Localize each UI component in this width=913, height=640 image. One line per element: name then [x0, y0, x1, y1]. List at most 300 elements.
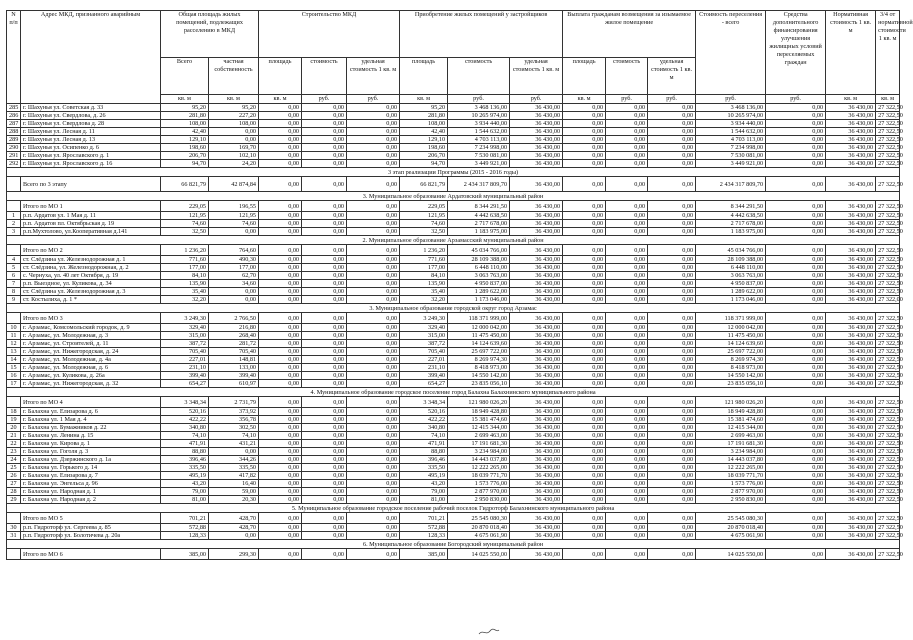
table-cell: 14 — [7, 356, 21, 364]
table-cell: 0,00 — [606, 372, 648, 380]
table-cell: г. Шахунья ул. Осипенко д. 6 — [21, 144, 161, 152]
table-cell: 0,00 — [563, 424, 606, 432]
table-cell: 27 322,50 — [876, 144, 900, 152]
unit-rub: руб. — [302, 95, 347, 104]
table-cell: 0,00 — [347, 364, 400, 372]
table-cell: 701,21 — [161, 513, 209, 524]
table-cell: г. Шахунья ул. Свердлова д. 28 — [21, 120, 161, 128]
table-cell: 27 322,50 — [876, 245, 900, 256]
table-cell: 227,01 — [161, 356, 209, 364]
table-cell: 36 430,00 — [826, 177, 876, 192]
table-cell: 0,00 — [606, 532, 648, 540]
table-cell: 121,95 — [400, 212, 448, 220]
table-cell: 0,00 — [302, 356, 347, 364]
table-cell: 0,00 — [563, 120, 606, 128]
table-cell: 1 289 622,00 — [448, 288, 510, 296]
table-cell: 0,00 — [302, 472, 347, 480]
table-cell: 216,80 — [209, 324, 259, 332]
table-cell: 36 430,00 — [826, 144, 876, 152]
table-cell: 118 371 999,00 — [696, 313, 766, 324]
table-cell: 572,88 — [161, 524, 209, 532]
table-cell: 329,40 — [400, 324, 448, 332]
table-cell: 490,30 — [209, 256, 259, 264]
table-cell: 0,00 — [259, 440, 302, 448]
table-cell: 0,00 — [259, 496, 302, 504]
table-cell: 4 950 837,00 — [696, 280, 766, 288]
table-cell: г. Арзамас, ул. Молодежная, д. 6 — [21, 364, 161, 372]
table-cell: 428,70 — [209, 513, 259, 524]
table-cell: 0,00 — [259, 144, 302, 152]
table-cell: 27 322,50 — [876, 488, 900, 496]
header-comp-cost: стоимость — [606, 58, 648, 95]
table-cell: г. Арзамас, ул. Нижегородская, д. 32 — [21, 380, 161, 388]
table-cell: г. Шахунья ул. Лесная д. 11 — [21, 128, 161, 136]
table-cell: 287 — [7, 120, 21, 128]
table-cell: 36 430,00 — [510, 532, 563, 540]
table-row — [7, 372, 900, 380]
table-cell: 32,20 — [400, 296, 448, 304]
table-cell: 27 322,50 — [876, 324, 900, 332]
table-cell: 0,00 — [766, 448, 826, 456]
table-cell: 36 430,00 — [510, 397, 563, 408]
table-cell: 231,10 — [400, 364, 448, 372]
table-cell: 0,00 — [648, 296, 696, 304]
resettlement-table — [6, 10, 913, 560]
table-cell: 148,81 — [209, 356, 259, 364]
table-cell: 27 322,50 — [876, 212, 900, 220]
table-cell: 0,00 — [606, 549, 648, 560]
table-cell: 36 430,00 — [510, 296, 563, 304]
table-cell: 0,00 — [259, 324, 302, 332]
table-cell: г. Балахна ул. Бумажников д. 22 — [21, 424, 161, 432]
table-cell: 771,60 — [161, 256, 209, 264]
section-title: 5. Муниципальное образование городское поселение рабочий поселок Гидроторф Балахнинского муниципального района — [7, 504, 900, 513]
table-cell: 36 430,00 — [826, 348, 876, 356]
table-cell: 4 442 638,50 — [448, 212, 510, 220]
table-cell: 0,00 — [259, 380, 302, 388]
table-cell: 0,00 — [347, 348, 400, 356]
subtotal-row — [7, 245, 900, 256]
table-cell: 705,40 — [161, 348, 209, 356]
table-cell: 27 322,50 — [876, 348, 900, 356]
table-cell: 0,00 — [648, 120, 696, 128]
table-cell: 0,00 — [302, 177, 347, 192]
table-cell: 335,50 — [400, 464, 448, 472]
table-cell: 286 — [7, 112, 21, 120]
table-cell: 0,00 — [563, 272, 606, 280]
table-cell: 36 430,00 — [510, 464, 563, 472]
table-cell: 288 — [7, 128, 21, 136]
table-cell: 3 934 440,00 — [448, 120, 510, 128]
table-cell: 45 034 766,00 — [696, 245, 766, 256]
table-cell: 0,00 — [347, 448, 400, 456]
table-cell: 0,00 — [648, 313, 696, 324]
table-cell: 12 415 344,00 — [696, 424, 766, 432]
table-cell: 27 322,50 — [876, 524, 900, 532]
table-cell: 2 950 830,00 — [696, 496, 766, 504]
table-cell: 0,00 — [302, 313, 347, 324]
table-cell: 0,00 — [766, 464, 826, 472]
table-cell: 2 766,50 — [209, 313, 259, 324]
table-cell: 0,00 — [606, 356, 648, 364]
table-cell: 27 322,50 — [876, 256, 900, 264]
table-cell: 36 430,00 — [826, 488, 876, 496]
table-cell: 3 063 763,00 — [448, 272, 510, 280]
table-cell: 0,00 — [259, 296, 302, 304]
table-cell: 0,00 — [563, 432, 606, 440]
table-cell: 14 550 142,00 — [696, 372, 766, 380]
table-row — [7, 272, 900, 280]
table-cell: Итого по МО 2 — [21, 245, 161, 256]
table-cell — [7, 513, 21, 524]
table-cell: 0,00 — [347, 356, 400, 364]
table-cell: 18 039 771,70 — [448, 472, 510, 480]
table-row — [7, 480, 900, 488]
table-cell: 10 — [7, 324, 21, 332]
table-cell: 399,40 — [400, 372, 448, 380]
table-cell: 0,00 — [766, 488, 826, 496]
table-cell: 0,00 — [302, 513, 347, 524]
table-cell: 35,40 — [161, 288, 209, 296]
header-constr-unit: удельная стоимость 1 кв. м — [347, 58, 400, 95]
table-cell: г. Арзамас, ул. Строителей, д. 11 — [21, 340, 161, 348]
table-cell: 20,30 — [209, 496, 259, 504]
table-cell: 36 430,00 — [510, 272, 563, 280]
section-header-row — [7, 168, 900, 177]
table-cell: г. Арзамас, ул. Молодежная, д. 4а — [21, 356, 161, 364]
table-cell: 0,00 — [259, 112, 302, 120]
table-cell: ст. Слёдзина, ул. Железнодорожная, д. 2 — [21, 264, 161, 272]
table-cell: 0,00 — [259, 372, 302, 380]
table-cell: 385,00 — [400, 549, 448, 560]
table-cell: 45 034 766,00 — [448, 245, 510, 256]
table-cell: 27 322,50 — [876, 440, 900, 448]
table-cell: 0,00 — [347, 524, 400, 532]
table-cell: 0,00 — [606, 272, 648, 280]
table-cell: г. Балахна ул. Ленина д. 15 — [21, 432, 161, 440]
table-cell: 0,00 — [766, 228, 826, 236]
table-cell: 27 322,00 — [876, 296, 900, 304]
table-cell: 0,00 — [302, 532, 347, 540]
table-cell: 0,00 — [563, 228, 606, 236]
header-private: частная собственность — [209, 58, 259, 95]
table-cell: г. Балахна ул. 1 Мая д. 4 — [21, 416, 161, 424]
table-row — [7, 120, 900, 128]
table-row — [7, 456, 900, 464]
table-cell: ст. Слёдзина ул. Железнодорожная д. 3 — [21, 288, 161, 296]
table-cell: 0,00 — [648, 432, 696, 440]
table-cell: 74,60 — [209, 220, 259, 228]
header-constr-area: площадь — [259, 58, 302, 95]
table-cell: 94,70 — [400, 160, 448, 168]
table-cell: 0,00 — [259, 549, 302, 560]
table-cell: 281,72 — [209, 340, 259, 348]
table-cell: 4 950 837,00 — [448, 280, 510, 288]
table-cell: 36 430,00 — [826, 532, 876, 540]
section-header-row — [7, 192, 900, 201]
table-cell: 36 430,00 — [510, 448, 563, 456]
table-cell: 0,00 — [563, 397, 606, 408]
table-cell: 36 430,00 — [510, 288, 563, 296]
table-cell: 4 675 061,90 — [448, 532, 510, 540]
table-cell: 0,00 — [302, 212, 347, 220]
table-cell: 0,00 — [606, 256, 648, 264]
table-cell: 356,78 — [209, 416, 259, 424]
table-cell: 0,00 — [766, 324, 826, 332]
table-cell: 0,00 — [302, 364, 347, 372]
table-cell: 0,00 — [766, 220, 826, 228]
table-cell: 0,00 — [606, 296, 648, 304]
table-cell: 79,00 — [161, 488, 209, 496]
table-cell: г. Балахна ул. Горького д. 14 — [21, 464, 161, 472]
table-cell: 396,46 — [161, 456, 209, 464]
table-cell: 0,00 — [766, 397, 826, 408]
table-cell: 0,00 — [302, 128, 347, 136]
table-cell: 0,00 — [606, 513, 648, 524]
table-cell: 36 430,00 — [826, 549, 876, 560]
table-cell: 0,00 — [347, 112, 400, 120]
table-cell: 0,00 — [563, 513, 606, 524]
table-cell: 0,00 — [563, 112, 606, 120]
table-cell: 0,00 — [302, 256, 347, 264]
table-cell: 36 430,00 — [826, 416, 876, 424]
table-cell: 0,00 — [606, 104, 648, 112]
table-cell: 0,00 — [302, 144, 347, 152]
table-cell: 25 697 722,00 — [696, 348, 766, 356]
header-extra-funds: Средства дополнительного финансирования улучшения жилищных условий переселяемых граждан — [766, 11, 826, 95]
table-cell: 27 322,50 — [876, 228, 900, 236]
table-cell: 0,00 — [766, 424, 826, 432]
table-cell: 0,00 — [302, 104, 347, 112]
table-cell: 572,88 — [400, 524, 448, 532]
table-cell: 0,00 — [347, 288, 400, 296]
section-header-row — [7, 540, 900, 549]
table-cell: 0,00 — [259, 340, 302, 348]
table-cell: 36 430,00 — [510, 340, 563, 348]
table-row — [7, 496, 900, 504]
table-cell: 0,00 — [606, 112, 648, 120]
table-cell: 422,22 — [161, 416, 209, 424]
table-cell: 28 — [7, 488, 21, 496]
table-cell: 0,00 — [347, 496, 400, 504]
table-cell: 36 430,00 — [826, 397, 876, 408]
table-cell: 0,00 — [563, 364, 606, 372]
table-cell: 36 430,00 — [826, 524, 876, 532]
table-cell: 0,00 — [648, 177, 696, 192]
table-cell: 0,00 — [563, 104, 606, 112]
table-cell: 28 109 388,00 — [696, 256, 766, 264]
table-cell: 3 468 136,00 — [696, 104, 766, 112]
table-cell: 335,50 — [161, 464, 209, 472]
table-cell: 59,00 — [209, 488, 259, 496]
table-cell: 0,00 — [347, 488, 400, 496]
table-cell: 36 430,00 — [510, 348, 563, 356]
table-cell: 5 — [7, 264, 21, 272]
table-row — [7, 448, 900, 456]
table-cell: 25 545 080,30 — [448, 513, 510, 524]
table-cell: 0,00 — [259, 488, 302, 496]
table-cell: ст. Костылиха, д. 1 * — [21, 296, 161, 304]
table-cell: 36 430,00 — [510, 408, 563, 416]
table-cell: 0,00 — [606, 340, 648, 348]
table-cell: 0,00 — [648, 397, 696, 408]
table-cell: 0,00 — [766, 272, 826, 280]
table-cell: 27 322,50 — [876, 464, 900, 472]
table-cell: 36 430,00 — [826, 380, 876, 388]
table-cell: 36 430,00 — [510, 356, 563, 364]
table-cell: 0,00 — [259, 356, 302, 364]
table-cell: 17 191 681,30 — [448, 440, 510, 448]
table-cell: 27 322,50 — [876, 408, 900, 416]
table-cell: г. Шахунья ул. Лесная д. 13 — [21, 136, 161, 144]
table-cell: 0,00 — [606, 480, 648, 488]
table-cell: 0,00 — [302, 264, 347, 272]
table-cell: 0,00 — [259, 424, 302, 432]
unit-rub: руб. — [766, 95, 826, 104]
table-cell: 0,00 — [563, 448, 606, 456]
table-cell: 3 468 136,00 — [448, 104, 510, 112]
table-cell: 0,00 — [347, 480, 400, 488]
table-cell: 0,00 — [606, 464, 648, 472]
table-cell: 11 — [7, 332, 21, 340]
table-cell: 36 430,00 — [826, 456, 876, 464]
table-cell: 27 322,50 — [876, 313, 900, 324]
table-cell: 3 348,34 — [400, 397, 448, 408]
table-cell: г. Балахна ул. Народная д. 1 — [21, 488, 161, 496]
table-cell: 36 430,00 — [510, 120, 563, 128]
table-cell: 11 475 450,00 — [696, 332, 766, 340]
table-row — [7, 136, 900, 144]
table-cell: 2 717 678,00 — [696, 220, 766, 228]
table-cell: Итого по МО 5 — [21, 513, 161, 524]
table-cell: Итого по МО 4 — [21, 397, 161, 408]
table-cell: 14 124 639,60 — [448, 340, 510, 348]
table-cell: 0,00 — [606, 201, 648, 212]
table-cell: 0,00 — [347, 280, 400, 288]
table-cell: 0,00 — [259, 513, 302, 524]
table-cell: 43,20 — [161, 480, 209, 488]
table-row — [7, 296, 900, 304]
table-cell: 0,00 — [347, 296, 400, 304]
unit-rub: руб. — [606, 95, 648, 104]
table-cell: 36 430,00 — [826, 472, 876, 480]
table-cell: 0,00 — [259, 220, 302, 228]
table-cell: 0,00 — [766, 456, 826, 464]
table-cell: 0,00 — [766, 245, 826, 256]
table-cell: 0,00 — [302, 416, 347, 424]
table-cell: 0,00 — [347, 424, 400, 432]
table-cell: г. Шахунья ул. Свердлова, д. 26 — [21, 112, 161, 120]
table-cell: 36 430,00 — [510, 201, 563, 212]
table-cell: Всего по 3 этапу — [21, 177, 161, 192]
table-cell: 0,00 — [563, 480, 606, 488]
table-cell: 36 430,00 — [826, 340, 876, 348]
table-cell: 66 821,79 — [400, 177, 448, 192]
table-cell: 0,00 — [259, 288, 302, 296]
table-row — [7, 112, 900, 120]
table-cell: 0,00 — [648, 488, 696, 496]
table-cell: г. Балахна ул. Дзержинского д. 1а — [21, 456, 161, 464]
header-total-area: Общая площадь жилых помещений, подлежащих расселению в МКД — [161, 11, 259, 58]
header-acquisition: Приобретение жилых помещений у застройщиков — [400, 11, 563, 58]
table-cell: 0,00 — [259, 256, 302, 264]
table-cell: 0,00 — [606, 313, 648, 324]
table-cell: 1 183 975,00 — [696, 228, 766, 236]
section-title: 4. Муниципальное образование городское поселение город Балахна Балахнинского муниципального района — [7, 388, 900, 397]
table-cell: 0,00 — [648, 456, 696, 464]
table-cell: 27 322,50 — [876, 424, 900, 432]
table-cell: 27 322,50 — [876, 264, 900, 272]
unit-m2: кв. м — [259, 95, 302, 104]
table-cell: 0,00 — [347, 120, 400, 128]
table-cell: р.п.Мухтолово, ул.Кооперативная д.141 — [21, 228, 161, 236]
table-cell: 0,00 — [209, 128, 259, 136]
section-title: 6. Муниципальное образование Богородский муниципальный район — [7, 540, 900, 549]
table-cell: 0,00 — [302, 424, 347, 432]
table-cell: 36 430,00 — [826, 152, 876, 160]
table-cell: 0,00 — [302, 296, 347, 304]
unit-rub: руб. — [696, 95, 766, 104]
table-cell: 36 430,00 — [826, 424, 876, 432]
unit-rub: руб. — [448, 95, 510, 104]
table-cell: 0,00 — [259, 177, 302, 192]
table-cell: 373,92 — [209, 408, 259, 416]
table-cell: 10 265 974,00 — [696, 112, 766, 120]
header-constr-cost: стоимость — [302, 58, 347, 95]
table-cell: 1 — [7, 212, 21, 220]
table-cell: 4 675 061,90 — [696, 532, 766, 540]
table-cell: 0,00 — [648, 332, 696, 340]
table-row — [7, 264, 900, 272]
table-cell: 6 — [7, 272, 21, 280]
table-cell: 28 109 388,00 — [448, 256, 510, 264]
table-cell: 0,00 — [648, 380, 696, 388]
table-cell: 25 — [7, 464, 21, 472]
table-cell: 7 — [7, 280, 21, 288]
table-cell: 0,00 — [302, 488, 347, 496]
table-cell: 0,00 — [259, 272, 302, 280]
unit-m2: кв. м — [563, 95, 606, 104]
table-cell: 22 — [7, 440, 21, 448]
table-cell: 0,00 — [347, 245, 400, 256]
table-cell: 0,00 — [606, 288, 648, 296]
table-cell: 396,46 — [400, 456, 448, 464]
table-cell: г. Балахна ул. Энгельса д. 96 — [21, 480, 161, 488]
table-cell: 24,20 — [209, 160, 259, 168]
table-cell: 177,00 — [400, 264, 448, 272]
table-cell: 27 322,50 — [876, 372, 900, 380]
table-cell: 0,00 — [347, 128, 400, 136]
table-cell: 0,00 — [563, 472, 606, 480]
table-cell: 27 322,50 — [876, 513, 900, 524]
unit-m2: кв. м — [400, 95, 448, 104]
table-cell: 0,00 — [606, 245, 648, 256]
table-cell: 0,00 — [347, 513, 400, 524]
table-cell: 0,00 — [766, 380, 826, 388]
table-cell: 705,40 — [400, 348, 448, 356]
table-cell: 0,00 — [259, 472, 302, 480]
table-cell: 0,00 — [302, 228, 347, 236]
table-cell: 0,00 — [259, 456, 302, 464]
table-row — [7, 464, 900, 472]
table-cell: 0,00 — [648, 464, 696, 472]
table-cell: 0,00 — [766, 348, 826, 356]
table-cell: 0,00 — [563, 201, 606, 212]
table-cell: 36 430,00 — [510, 440, 563, 448]
header-resettle-cost: Стоимость переселения - всего — [696, 11, 766, 95]
table-cell: 31 — [7, 532, 21, 540]
table-cell: 0,00 — [347, 220, 400, 228]
